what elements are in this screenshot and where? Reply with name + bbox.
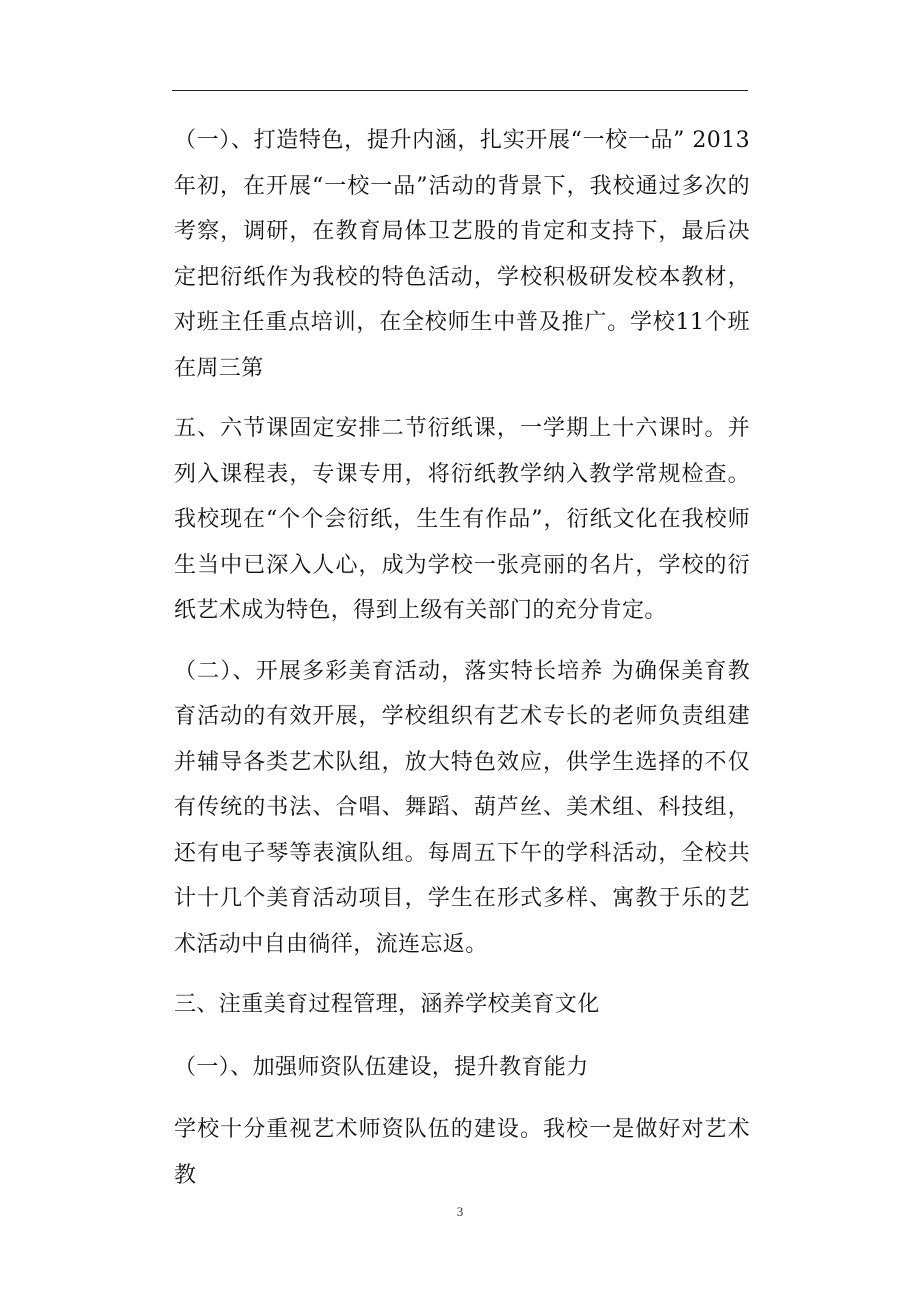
paragraph-teacher-team: 学校十分重视艺术师资队伍的建设。我校一是做好对艺术教	[174, 1117, 750, 1188]
document-body	[174, 118, 750, 1215]
header-rule	[172, 90, 748, 91]
paragraph-art-activities: （二）、开展多彩美育活动，落实特长培养 为确保美育教育活动的有效开展，学校组织有艺术专长的老师负责组建并辅导各类艺术队组，放大特色效应，供学生选择的不仅有传统的书法、合唱、舞蹈、葫芦丝、美术组、科技组，还有电子琴等表演队组。每周五下午的学科活动，全校共计十几个美育活动项目，学生在形式多样、寓教于乐的艺术活动中自由徜徉，流连忘返。	[174, 658, 750, 957]
paragraph-school-characteristic: （一）、打造特色，提升内涵，扎实开展“一校一品” 2013年初，在开展“一校一品”活动的背景下，我校通过多次的考察，调研，在教育局体卫艺股的肯定和支持下，最后决定把衍纸作为我校的特色活动，学校积极研发校本教材，对班主任重点培训，在全校师生中普及推广。学校11个班在周三第	[174, 128, 750, 381]
page-number: 3	[456, 1204, 464, 1219]
subsection-heading-teacher-team: （一）、加强师资队伍建设，提升教育能力	[174, 1054, 589, 1080]
paragraph-paper-quilling-course: 五、六节课固定安排二节衍纸课，一学期上十六课时。并列入课程表，专课专用，将衍纸教学纳入教学常规检查。我校现在“个个会衍纸，生生有作品”，衍纸文化在我校师生当中已深入人心，成为学校一张亮丽的名片，学校的衍纸艺术成为特色，得到上级有关部门的充分肯定。	[174, 416, 750, 623]
section-heading-process-management: 三、注重美育过程管理，涵养学校美育文化	[174, 992, 600, 1017]
